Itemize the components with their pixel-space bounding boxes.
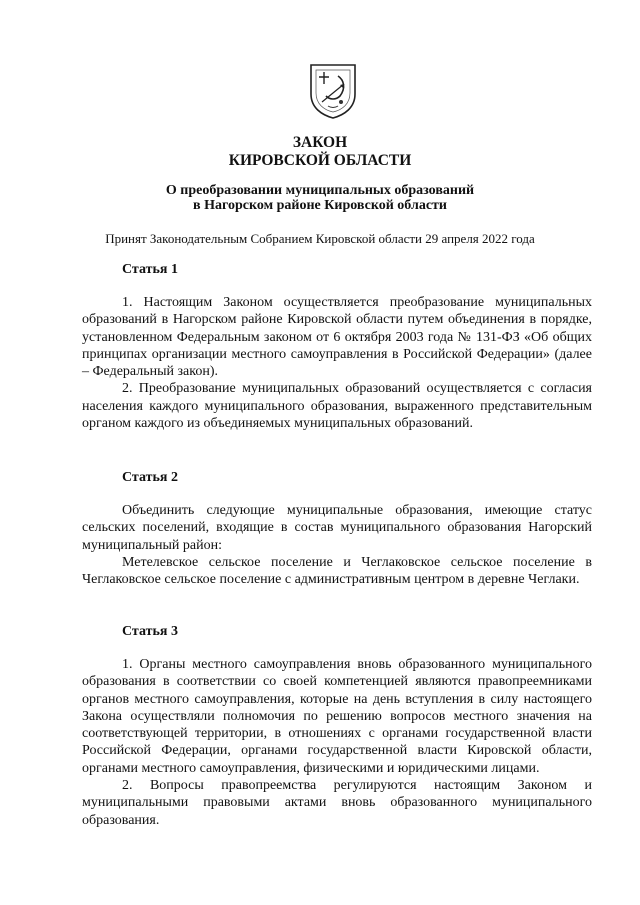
law-subtitle-line1: О преобразовании муниципальных образований [165, 183, 475, 198]
article-3-paragraph-1: 1. Органы местного самоуправления вновь образованного муниципального образования в соответствии со своей компетенцией являются правопреемниками органов местного самоуправления, которые на день вступления в силу настоящего Закона осуществляли полномочия по решению вопросов местного значения на соответствующей территории, в отношениях с органами государственной власти Российской Федерации, органами государственной власти Кировской области, органами местного самоуправления, физическими и юридическими лицами. [82, 657, 592, 776]
article-2-heading: Статья 2 [122, 470, 178, 485]
article-1-body [82, 294, 592, 432]
law-subtitle-line2: в Нагорском районе Кировской области [193, 198, 447, 213]
article-1-paragraph-1: 1. Настоящим Законом осуществляется преобразование муниципальных образований в Нагорском районе Кировской области путем объединения в порядке, установленном Федеральным законом от 6 октября 2003 года № 131-ФЗ «Об общих принципах организации местного самоуправления в Российской Федерации» (далее – Федеральный закон). [82, 295, 592, 380]
article-3-paragraph-2: 2. Вопросы правопреемства регулируются настоящим Законом и муниципальными правовыми актами вновь образованного муниципального образования. [82, 778, 592, 828]
article-3-body [82, 656, 592, 829]
law-title: ЗАКОН [292, 134, 348, 151]
article-1-heading: Статья 1 [122, 262, 178, 277]
article-2-body [82, 502, 592, 588]
coat-of-arms-icon [308, 62, 358, 120]
law-region: КИРОВСКОЙ ОБЛАСТИ [228, 152, 412, 169]
article-2-paragraph-2: Метелевское сельское поселение и Чеглаковское сельское поселение в Чеглаковское сельское поселение с административным центром в деревне Чеглаки. [82, 554, 592, 588]
article-2-paragraph-1: Объединить следующие муниципальные образования, имеющие статус сельских поселений, входящие в состав муниципального образования Нагорский муниципальный район: [82, 503, 592, 553]
adoption-date: Принят Законодательным Собранием Кировской области 29 апреля 2022 года [105, 231, 535, 246]
article-3-heading: Статья 3 [122, 624, 178, 639]
article-1-paragraph-2: 2. Преобразование муниципальных образований осуществляется с согласия населения каждого муниципального образования, выраженного представительным органом каждого из объединяемых муниципальных образований. [82, 381, 592, 432]
